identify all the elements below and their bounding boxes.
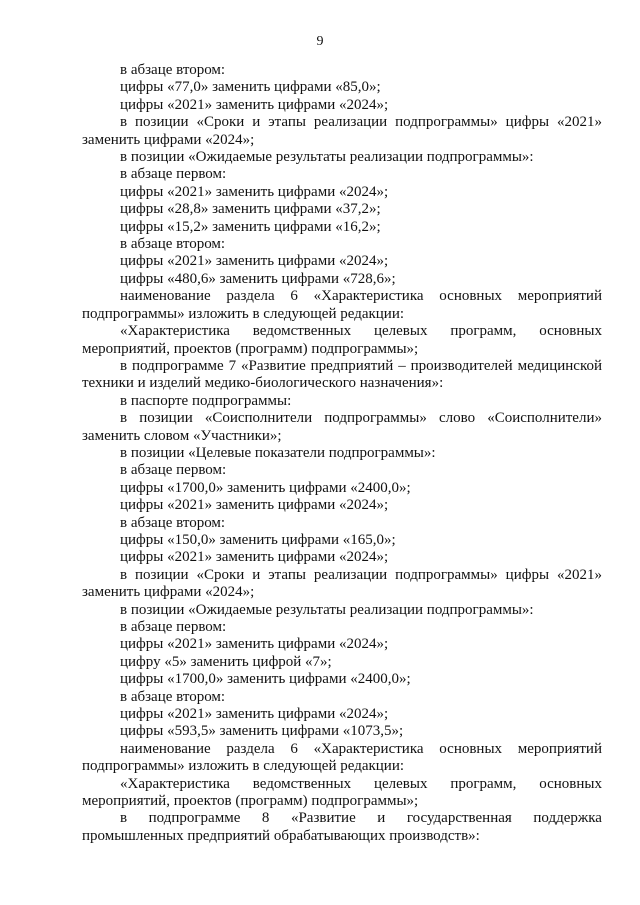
text-line bbox=[82, 741, 602, 758]
text-line: в абзаце первом: bbox=[120, 462, 227, 479]
text-line: цифры «2021» заменить цифрами «2024»; bbox=[120, 636, 389, 653]
word: подпрограммы» bbox=[395, 566, 498, 583]
word: позиции bbox=[135, 566, 189, 583]
word: подпрограммы» bbox=[395, 114, 498, 131]
word: этапы bbox=[268, 566, 306, 583]
text-line bbox=[82, 776, 602, 793]
word: мероприятий bbox=[517, 288, 602, 305]
word: раздела bbox=[226, 740, 275, 757]
word: предприятий bbox=[310, 357, 394, 374]
text-line: промышленных предприятий обрабатывающих производств»: bbox=[82, 827, 480, 844]
word: этапы bbox=[268, 114, 306, 131]
word: «2021» bbox=[556, 114, 602, 131]
text-line: заменить цифрами «2024»; bbox=[82, 131, 255, 148]
text-line: цифры «2021» заменить цифрами «2024»; bbox=[120, 549, 389, 566]
word: государственная bbox=[406, 810, 512, 827]
text-line: заменить цифрами «2024»; bbox=[82, 584, 255, 601]
word: в bbox=[120, 410, 128, 427]
page-number: 9 bbox=[316, 34, 324, 49]
text-line: в абзаце первом: bbox=[120, 619, 227, 635]
word: «Характеристика bbox=[313, 288, 424, 305]
word: основных bbox=[439, 740, 503, 757]
word: «Характеристика bbox=[120, 323, 230, 340]
text-line: заменить словом «Участники»; bbox=[82, 427, 282, 444]
word: реализации bbox=[313, 566, 388, 583]
document-body bbox=[82, 62, 602, 845]
word: основных bbox=[439, 288, 503, 305]
text-line: подпрограммы» изложить в следующей редакции: bbox=[82, 758, 405, 775]
word: и bbox=[252, 566, 261, 583]
text-line: цифры «77,0» заменить цифрами «85,0»; bbox=[120, 79, 381, 96]
text-line bbox=[82, 358, 602, 375]
word: поддержка bbox=[533, 810, 602, 827]
text-line: цифры «2021» заменить цифрами «2024»; bbox=[120, 497, 389, 514]
text-line: цифры «28,8» заменить цифрами «37,2»; bbox=[120, 201, 381, 218]
text-line: подпрограммы» изложить в следующей редакции: bbox=[82, 305, 405, 322]
word: цифры bbox=[505, 114, 550, 131]
word: наименование bbox=[120, 740, 211, 757]
text-line: цифры «480,6» заменить цифрами «728,6»; bbox=[120, 270, 396, 287]
word: целевых bbox=[373, 323, 428, 340]
text-line bbox=[82, 810, 602, 827]
word: «2021» bbox=[556, 566, 602, 583]
text-line bbox=[82, 567, 602, 584]
text-line: в абзаце первом: bbox=[120, 166, 227, 183]
word: 6 bbox=[290, 288, 298, 305]
word: программ, bbox=[450, 775, 517, 792]
word: основных bbox=[539, 323, 602, 340]
word: «Сроки bbox=[196, 114, 245, 131]
word: и bbox=[377, 810, 386, 827]
text-line bbox=[82, 410, 602, 427]
text-line: мероприятий, проектов (программ) подпрограммы»; bbox=[82, 340, 419, 357]
word: – bbox=[398, 357, 406, 374]
text-line bbox=[82, 114, 602, 131]
word: 7 bbox=[228, 357, 237, 374]
word: позиции bbox=[139, 410, 193, 427]
text-line: в абзаце втором: bbox=[120, 688, 226, 705]
word: позиции bbox=[135, 114, 189, 131]
text-line: цифру «5» заменить цифрой «7»; bbox=[120, 653, 332, 670]
text-line: цифры «150,0» заменить цифрами «165,0»; bbox=[120, 531, 396, 548]
word: реализации bbox=[313, 114, 388, 131]
word: «Развитие bbox=[290, 810, 356, 827]
word: слово bbox=[438, 410, 476, 427]
text-line: мероприятий, проектов (программ) подпрограммы»; bbox=[82, 793, 419, 810]
text-line: цифры «593,5» заменить цифрами «1073,5»; bbox=[120, 723, 404, 740]
text-line: цифры «2021» заменить цифрами «2024»; bbox=[120, 183, 389, 200]
word: цифры bbox=[505, 566, 550, 583]
word: медицинской bbox=[517, 357, 602, 374]
text-line: техники и изделий медико-биологического назначения»: bbox=[82, 375, 444, 392]
word: в bbox=[120, 114, 128, 131]
text-line: цифры «15,2» заменить цифрами «16,2»; bbox=[120, 218, 381, 235]
word: подпрограммы» bbox=[324, 410, 427, 427]
word: раздела bbox=[226, 288, 275, 305]
word: «Соисполнители» bbox=[487, 410, 602, 427]
word: подпрограмме bbox=[131, 357, 224, 374]
word: ведомственных bbox=[252, 323, 352, 340]
text-line: цифры «2021» заменить цифрами «2024»; bbox=[120, 253, 389, 270]
word: основных bbox=[539, 775, 602, 792]
word: мероприятий bbox=[517, 740, 602, 757]
word: в bbox=[120, 566, 128, 583]
word: подпрограмме bbox=[148, 810, 241, 827]
word: и bbox=[252, 114, 261, 131]
word: целевых bbox=[373, 775, 428, 792]
text-line: в позиции «Ожидаемые результаты реализации подпрограммы»: bbox=[120, 601, 534, 618]
text-line: цифры «2021» заменить цифрами «2024»; bbox=[120, 706, 389, 723]
text-line: в позиции «Целевые показатели подпрограммы»: bbox=[120, 444, 436, 461]
word: «Характеристика bbox=[120, 775, 230, 792]
text-line: в позиции «Ожидаемые результаты реализации подпрограммы»: bbox=[120, 149, 534, 166]
word: «Сроки bbox=[196, 566, 245, 583]
word: «Развитие bbox=[240, 357, 306, 374]
word: «Характеристика bbox=[313, 740, 424, 757]
text-line: в абзаце втором: bbox=[120, 62, 226, 78]
word: в bbox=[120, 810, 128, 827]
word: в bbox=[120, 357, 128, 374]
text-line: в абзаце втором: bbox=[120, 236, 226, 253]
text-line: в паспорте подпрограммы: bbox=[120, 392, 292, 409]
text-line: цифры «1700,0» заменить цифрами «2400,0»; bbox=[120, 671, 411, 688]
word: 8 bbox=[261, 810, 270, 827]
word: «Соисполнители bbox=[204, 410, 313, 427]
word: производителей bbox=[410, 357, 513, 374]
word: ведомственных bbox=[252, 775, 352, 792]
text-line: цифры «2021» заменить цифрами «2024»; bbox=[120, 96, 389, 113]
text-line bbox=[82, 323, 602, 340]
word: программ, bbox=[450, 323, 517, 340]
text-line: в абзаце втором: bbox=[120, 514, 226, 531]
word: наименование bbox=[120, 288, 211, 305]
word: 6 bbox=[290, 740, 298, 757]
text-line: цифры «1700,0» заменить цифрами «2400,0»; bbox=[120, 479, 411, 496]
text-line bbox=[82, 288, 602, 305]
